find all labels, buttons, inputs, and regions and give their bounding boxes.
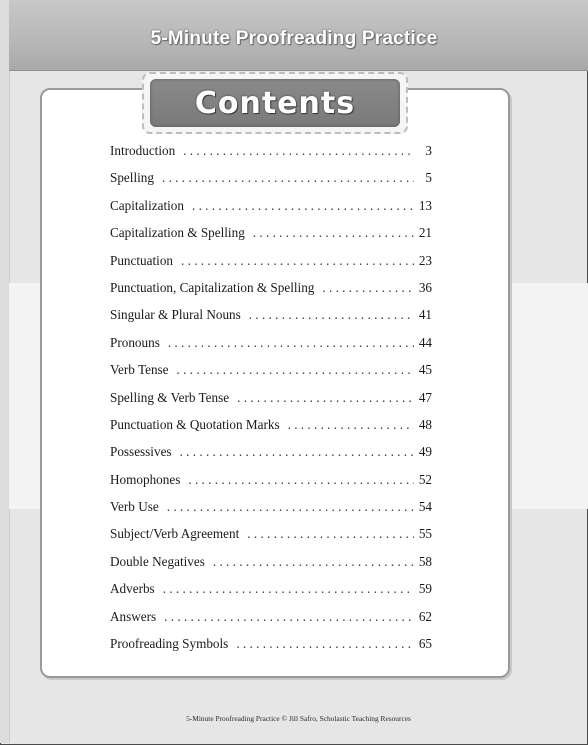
dot-leader: [177, 362, 414, 378]
toc-entry-label: Verb Tense: [110, 362, 169, 378]
toc-entry-page-number: 55: [418, 526, 432, 542]
toc-entry-page-number: 21: [418, 225, 432, 241]
toc-entry-label: Adverbs: [110, 581, 155, 597]
toc-entry-label: Proofreading Symbols: [110, 636, 229, 652]
toc-entry[interactable]: [110, 417, 432, 444]
toc-entry[interactable]: [110, 581, 432, 608]
toc-entry[interactable]: [110, 198, 432, 225]
dot-leader: [192, 198, 414, 214]
toc-entry[interactable]: [110, 526, 432, 553]
table-of-contents: [110, 143, 432, 663]
toc-entry[interactable]: [110, 253, 432, 280]
toc-entry-label: Subject/Verb Agreement: [110, 526, 240, 542]
toc-entry-page-number: 62: [418, 608, 432, 624]
toc-entry[interactable]: [110, 225, 432, 252]
toc-entry-page-number: 5: [425, 170, 432, 186]
toc-entry-page-number: 41: [418, 307, 432, 323]
toc-entry-page-number: 3: [425, 143, 432, 158]
dot-leader: [247, 526, 414, 542]
contents-heading: Contents: [194, 86, 356, 121]
dot-leader: [249, 307, 414, 323]
toc-entry-page-number: 59: [418, 581, 432, 597]
toc-entry-label: Spelling: [110, 170, 154, 186]
toc-entry-page-number: 36: [418, 279, 432, 295]
toc-entry[interactable]: [110, 609, 432, 636]
dot-leader: [236, 636, 414, 652]
toc-entry[interactable]: [110, 362, 432, 389]
dot-leader: [168, 335, 414, 351]
contents-heading-tab: [142, 72, 408, 134]
toc-entry-page-number: 47: [418, 389, 432, 405]
toc-entry-label: Punctuation, Capitalization & Spelling: [110, 279, 315, 295]
contents-heading-plate: [150, 79, 400, 127]
dot-leader: [162, 170, 414, 186]
toc-entry[interactable]: [110, 170, 432, 197]
toc-entry-page-number: 65: [418, 636, 432, 652]
dot-leader: [288, 417, 414, 433]
toc-entry-label: Introduction: [110, 143, 176, 158]
book-title: 5-Minute Proofreading Practice: [150, 28, 438, 49]
toc-entry[interactable]: [110, 499, 432, 526]
toc-entry-page-number: 58: [418, 553, 432, 569]
dot-leader: [163, 581, 414, 597]
toc-entry-label: Verb Use: [110, 499, 159, 515]
toc-entry-label: Capitalization: [110, 197, 184, 213]
toc-entry[interactable]: [110, 472, 432, 499]
dot-leader: [253, 225, 414, 241]
dot-leader: [237, 390, 414, 406]
toc-entry-label: Pronouns: [110, 334, 160, 350]
toc-entry[interactable]: [110, 143, 432, 170]
toc-entry-label: Spelling & Verb Tense: [110, 389, 230, 405]
footer-credit: 5-Minute Proofreading Practice © Jill Safro, Scholastic Teaching Resources: [186, 714, 411, 723]
toc-entry[interactable]: [110, 636, 432, 663]
toc-entry[interactable]: [110, 307, 432, 334]
toc-entry-page-number: 45: [418, 362, 432, 378]
toc-entry-page-number: 44: [418, 334, 432, 350]
dot-leader: [188, 472, 414, 488]
toc-entry-label: Capitalization & Spelling: [110, 225, 245, 241]
dot-leader: [181, 253, 414, 269]
toc-entry[interactable]: [110, 280, 432, 307]
toc-entry[interactable]: [110, 554, 432, 581]
dot-leader: [167, 499, 414, 515]
toc-entry-label: Punctuation & Quotation Marks: [110, 416, 280, 432]
toc-entry-label: Double Negatives: [110, 553, 205, 569]
toc-entry[interactable]: [110, 390, 432, 417]
toc-entry-page-number: 49: [418, 444, 432, 460]
toc-entry[interactable]: [110, 335, 432, 362]
toc-entry-label: Answers: [110, 608, 157, 624]
dot-leader: [322, 280, 414, 296]
toc-entry-label: Possessives: [110, 444, 172, 460]
toc-entry-label: Singular & Plural Nouns: [110, 307, 241, 323]
toc-entry-page-number: 13: [418, 197, 432, 213]
toc-entry-page-number: 23: [418, 252, 432, 268]
toc-entry-label: Punctuation: [110, 252, 174, 268]
dot-leader: [164, 609, 414, 625]
toc-entry-label: Homophones: [110, 471, 181, 487]
toc-entry[interactable]: [110, 444, 432, 471]
dot-leader: [213, 554, 414, 570]
dot-leader: [183, 143, 414, 159]
toc-entry-page-number: 54: [418, 499, 432, 515]
toc-entry-page-number: 48: [418, 416, 432, 432]
dot-leader: [180, 444, 414, 460]
toc-entry-page-number: 52: [418, 471, 432, 487]
